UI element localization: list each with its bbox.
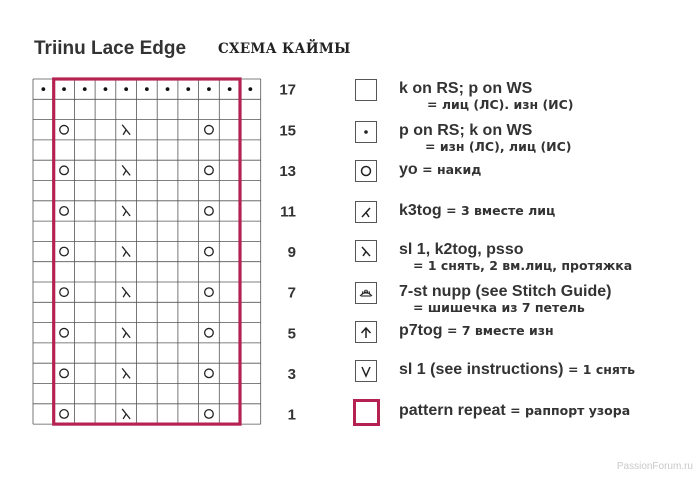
legend-label-en (399, 160, 481, 180)
purl-dot-mark (124, 87, 128, 91)
yarn-over-mark (205, 207, 214, 216)
yarn-over-mark (205, 125, 214, 134)
yarn-over-circle-icon (355, 160, 377, 182)
row-number-label: 11 (280, 203, 296, 221)
legend-label-en (399, 401, 630, 421)
row-number-label: 15 (279, 122, 296, 140)
legend-label-ru: = шишечка из 7 петель (413, 300, 585, 315)
purl-dot-mark (248, 87, 252, 91)
legend-label-en (399, 201, 555, 221)
sl1-k2tog-psso-mark (122, 125, 130, 135)
yarn-over-mark (205, 328, 214, 337)
chart-title-russian: СХЕМА КАЙМЫ (218, 41, 351, 57)
chart-title: Triinu Lace Edge (34, 38, 187, 59)
legend-label-ru: = 1 снять (567, 362, 636, 377)
legend-label-ru: = 3 вместе лиц (446, 203, 556, 218)
purl-dot-mark (207, 87, 211, 91)
sl1-k2tog-psso-mark (122, 409, 130, 419)
yarn-over-mark (60, 288, 69, 297)
purl-dot-mark (228, 87, 232, 91)
dot-icon (355, 121, 377, 143)
p7tog-icon (355, 321, 377, 343)
k3tog-icon (355, 201, 377, 223)
yarn-over-mark (205, 288, 214, 297)
legend-label-ru: = 1 снять, 2 вм.лиц, протяжка (413, 258, 633, 273)
yarn-over-mark (60, 369, 69, 378)
legend-label-en (399, 321, 554, 341)
yarn-over-mark (205, 410, 214, 419)
legend-label-en-text: k3tog (399, 202, 442, 219)
yarn-over-mark (60, 166, 69, 175)
row-number-label: 13 (279, 162, 296, 180)
purl-dot-mark (166, 87, 170, 91)
row-number-label: 1 (287, 406, 296, 424)
legend-label-en-text: p7tog (399, 322, 443, 339)
sl1-k2tog-psso-icon (355, 240, 377, 262)
purl-dot-mark (41, 87, 45, 91)
pattern-repeat-icon (353, 399, 380, 426)
row-number-label: 3 (287, 365, 296, 383)
purl-dot-mark (186, 87, 190, 91)
nupp-icon (355, 282, 377, 304)
yarn-over-mark (60, 247, 69, 256)
legend-label-en: sl 1, k2tog, psso (399, 241, 524, 258)
sl1-k2tog-psso-mark (122, 328, 130, 338)
legend-label-ru: = раппорт узора (510, 403, 631, 418)
legend-label-en (399, 360, 635, 380)
yarn-over-mark (60, 125, 69, 134)
yarn-over-mark (60, 328, 69, 337)
legend-label-ru: = лиц (ЛС). изн (ИС) (427, 97, 574, 112)
pattern-repeat-box (54, 79, 240, 424)
legend-label-en: k on RS; p on WS (399, 80, 533, 97)
slip-v-icon (355, 360, 377, 382)
legend-label-en: p on RS; k on WS (399, 122, 533, 139)
yarn-over-mark (205, 247, 214, 256)
legend-label-en-text: pattern repeat (399, 402, 506, 419)
yarn-over-mark (60, 410, 69, 419)
sl1-k2tog-psso-mark (122, 165, 130, 175)
row-number-label: 5 (287, 325, 296, 343)
legend-label-en: 7-st nupp (see Stitch Guide) (399, 283, 612, 300)
purl-dot-mark (83, 87, 87, 91)
legend-label-ru: = накид (422, 162, 482, 177)
purl-dot-mark (145, 87, 149, 91)
sl1-k2tog-psso-mark (122, 247, 130, 257)
sl1-k2tog-psso-mark (122, 206, 130, 216)
empty-square-icon (355, 79, 377, 101)
sl1-k2tog-psso-mark (122, 368, 130, 378)
row-number-label: 7 (287, 284, 296, 302)
row-number-label: 9 (287, 244, 296, 262)
purl-dot-mark (104, 87, 108, 91)
legend-label-en-text: sl 1 (see instructions) (399, 361, 564, 378)
row-number-label: 17 (279, 81, 296, 99)
sl1-k2tog-psso-mark (122, 287, 130, 297)
yarn-over-mark (60, 207, 69, 216)
purl-dot-mark (62, 87, 66, 91)
legend-label-ru: = 7 вместе изн (447, 323, 554, 338)
legend-label-en-text: yo (399, 161, 418, 178)
legend-label-ru: = изн (ЛС), лиц (ИС) (425, 139, 572, 154)
yarn-over-mark (205, 166, 214, 175)
watermark: PassionForum.ru (616, 461, 693, 472)
yarn-over-mark (205, 369, 214, 378)
